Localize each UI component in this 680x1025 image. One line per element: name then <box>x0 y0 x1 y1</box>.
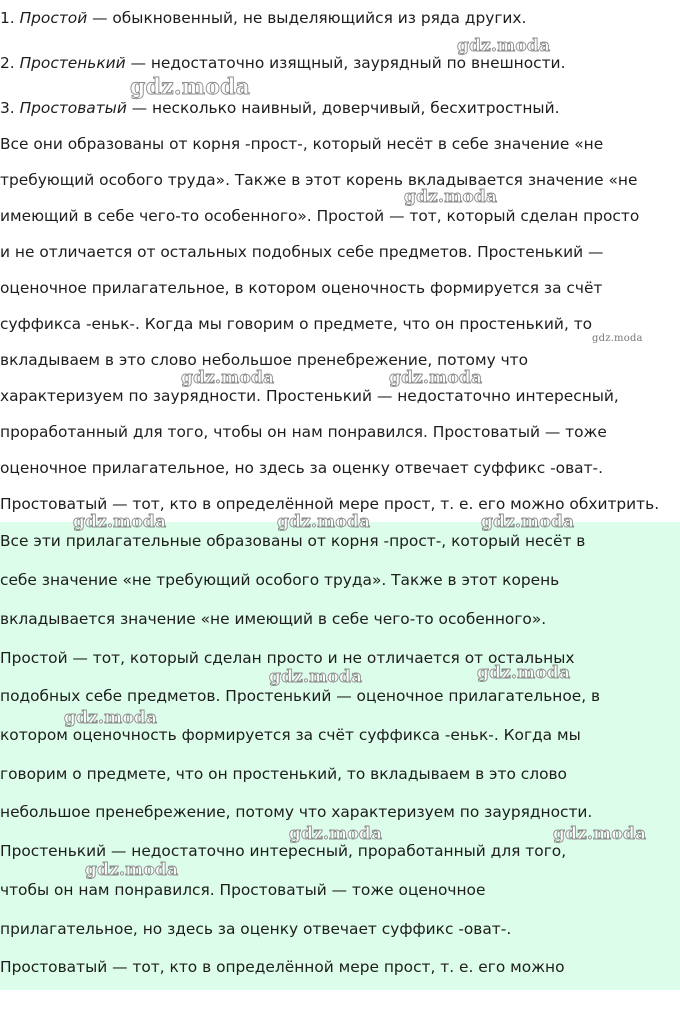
definition-number: 3. <box>0 99 15 117</box>
answer-line: котором оценочность формируется за счёт суффикса -еньк-. Когда мы <box>0 726 581 744</box>
answer-line: Все эти прилагательные образованы от корня -прост-, который несёт в <box>0 532 586 550</box>
answer-line: чтобы он нам понравился. Простоватый — тоже оценочное <box>0 881 486 899</box>
answer-line: подобных себе предметов. Простенький — оценочное прилагательное, в <box>0 687 601 705</box>
definition-1 <box>0 8 526 28</box>
answer-line: небольшое пренебрежение, потому что характеризуем по заурядности. <box>0 803 593 821</box>
definition-term: Простоватый <box>19 99 127 117</box>
answer-line: вкладывается значение «не имеющий в себе чего-то особенного». <box>0 610 547 628</box>
explanation-line: проработанный для того, чтобы он нам понравился. Простоватый — тоже <box>0 423 607 441</box>
definition-3 <box>0 98 559 118</box>
definition-2 <box>0 53 565 73</box>
watermark: gdz.moda <box>404 187 498 207</box>
answer-line: прилагательное, но здесь за оценку отвечает суффикс -оват-. <box>0 920 512 938</box>
answer-line: говорим о предмете, что он простенький, то вкладываем в это слово <box>0 765 567 783</box>
watermark: gdz.moda <box>289 824 383 844</box>
watermark: gdz.moda <box>73 512 167 532</box>
watermark: gdz.moda <box>457 36 551 56</box>
watermark: gdz.moda <box>553 824 647 844</box>
watermark: gdz.moda <box>592 333 643 344</box>
answer-line: Простенький — недостаточно интересный, проработанный для того, <box>0 842 567 860</box>
definition-number: 1. <box>0 9 15 27</box>
definition-term: Простенький <box>19 54 126 72</box>
explanation-line: Все они образованы от корня -прост-, который несёт в себе значение «не <box>0 135 604 153</box>
definition-term: Простой <box>19 9 88 27</box>
definition-text: — несколько наивный, доверчивый, бесхитростный. <box>126 99 560 117</box>
watermark: gdz.moda <box>64 708 158 728</box>
explanation-line: суффикса -еньк-. Когда мы говорим о предмете, что он простенький, то <box>0 315 593 333</box>
watermark: gdz.moda <box>389 368 483 388</box>
explanation-line: имеющий в себе чего-то особенного». Простой — тот, который сделан просто <box>0 207 640 225</box>
watermark: gdz.moda <box>477 663 571 683</box>
answer-line: себе значение «не требующий особого труда». Также в этот корень <box>0 571 560 589</box>
watermark: gdz.moda <box>269 667 363 687</box>
watermark: gdz.moda <box>277 512 371 532</box>
explanation-line: оценочное прилагательное, но здесь за оценку отвечает суффикс -оват-. <box>0 459 603 477</box>
explanation-line: требующий особого труда». Также в этот корень вкладывается значение «не <box>0 171 638 189</box>
explanation-line: характеризуем по заурядности. Простенький — недостаточно интересный, <box>0 387 619 405</box>
watermark: gdz.moda <box>85 860 179 880</box>
explanation-line: вкладываем в это слово небольшое пренебрежение, потому что <box>0 351 529 369</box>
watermark: gdz.moda <box>481 512 575 532</box>
definition-text: — недостаточно изящный, заурядный по внешности. <box>125 54 566 72</box>
watermark: gdz.moda <box>181 368 275 388</box>
explanation-line: оценочное прилагательное, в котором оценочность формируется за счёт <box>0 279 603 297</box>
answer-line: Простоватый — тот, кто в определённой мере прост, т. е. его можно <box>0 958 565 976</box>
watermark: gdz.moda <box>130 74 251 100</box>
answer-line: Простой — тот, который сделан просто и не отличается от остальных <box>0 649 575 667</box>
definition-text: — обыкновенный, не выделяющийся из ряда других. <box>87 9 527 27</box>
explanation-line: Простоватый — тот, кто в определённой мере прост, т. е. его можно обхитрить. <box>0 495 660 513</box>
explanation-line: и не отличается от остальных подобных себе предметов. Простенький — <box>0 243 604 261</box>
definition-number: 2. <box>0 54 15 72</box>
